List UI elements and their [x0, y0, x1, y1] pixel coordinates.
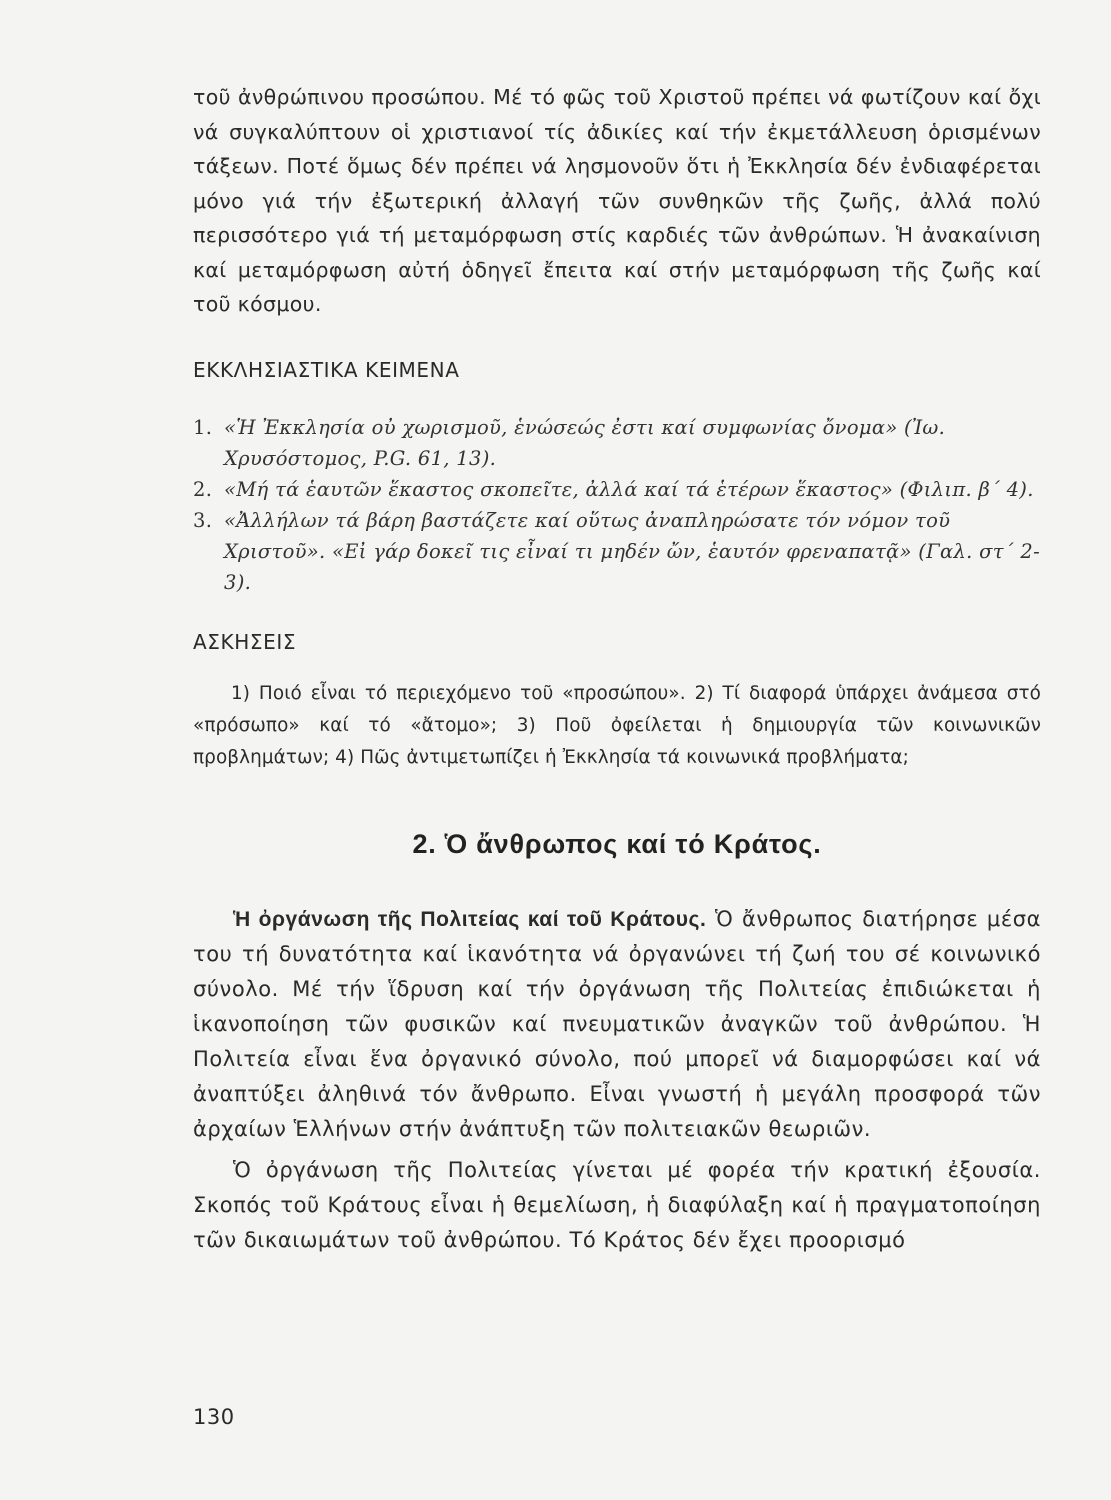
quote-item [193, 412, 1041, 474]
intro-paragraph: τοῦ ἀνθρώπινου προσώπου. Μέ τό φῶς τοῦ Χριστοῦ πρέπει νά φωτίζουν καί ὄχι νά συγκαλύπτουν οἱ χριστιανοί τίς ἀδικίες καί τήν ἐκμετάλλευση ὁρισμένων τάξεων. Ποτέ ὅμως δέν πρέπει νά λησμονοῦν ὅτι ἡ Ἐκκλησία δέν ἐνδιαφέρεται μόνο γιά τήν ἐξωτερική ἀλλαγή τῶν συνθηκῶν τῆς ζωῆς, ἀλλά πολύ περισσότερο γιά τή μεταμόρφωση στίς καρδιές τῶν ἀνθρώπων. Ἡ ἀνακαίνιση καί μεταμόρφωση αὐτή ὁδηγεῖ ἔπειτα καί στήν μεταμόρφωση τῆς ζωῆς καί τοῦ κόσμου. [193, 85, 1041, 316]
page-number: 130 [193, 1405, 235, 1429]
quote-text: «Ἀλλήλων τά βάρη βαστάζετε καί οὕτως ἀναπληρώσατε τόν νόμον τοῦ Χριστοῦ». «Εἰ γάρ δοκεῖ τις εἶναί τι μηδέν ὤν, ἑαυτόν φρεναπατᾷ» (Γαλ. στ΄ 2-3). [224, 508, 1040, 594]
chapter-body [193, 902, 1041, 1258]
chapter-paragraph-1 [193, 902, 1041, 1147]
chapter-title: 2. Ὁ ἄνθρωπος καί τό Κράτος. [412, 828, 822, 859]
quote-number: 2. [193, 477, 213, 501]
quote-item [193, 505, 1041, 598]
run-in-heading: Ἡ ὀργάνωση τῆς Πολιτείας καί τοῦ Κράτους. [233, 907, 707, 931]
chapter-paragraph-1-text: Ὁ ἄνθρωπος διατήρησε μέσα του τή δυνατότητα καί ἱκανότητα νά ὀργανώνει τή ζωή του σέ κοινωνικό σύνολο. Μέ τήν ἵδρυση καί τήν ὀργάνωση τῆς Πολιτείας ἐπιδιώκεται ἡ ἱκανοποίηση τῶν φυσικῶν καί πνευματικῶν ἀναγκῶν τοῦ ἀνθρώπου. Ἡ Πολιτεία εἶναι ἕνα ὀργανικό σύνολο, πού μπορεῖ νά διαμορφώσει καί νά ἀναπτύξει ἀληθινά τόν ἄνθρωπο. Εἶναι γνωστή ἡ μεγάλη προσφορά τῶν ἀρχαίων Ἑλλήνων στήν ἀνάπτυξη τῶν πολιτειακῶν θεωριῶν. [193, 906, 1041, 1141]
chapter-paragraph-2: Ὁ ὀργάνωση τῆς Πολιτείας γίνεται μέ φορέα τήν κρατική ἐξουσία. Σκοπός τοῦ Κράτους εἶναι ἡ θεμελίωση, ἡ διαφύλαξη καί ἡ πραγματοποίηση τῶν δικαιωμάτων τοῦ ἀνθρώπου. Τό Κράτος δέν ἔχει προορισμό [193, 1157, 1041, 1252]
text-column [193, 80, 1041, 1258]
texts-section-heading: ΕΚΚΛΗΣΙΑΣΤΙΚΑ ΚΕΙΜΕΝΑ [193, 357, 460, 382]
exercises-text: 1) Ποιό εἶναι τό περιεχόμενο τοῦ «προσώπου». 2) Τί διαφορά ὑπάρχει ἀνάμεσα στό «πρόσωπο» καί τό «ἄτομο»; 3) Ποῦ ὀφείλεται ἡ δημιουργία τῶν κοινωνικῶν προβλημάτων; 4) Πῶς ἀντιμετωπίζει ἡ Ἐκκλησία τά κοινωνικά προβλήματα; [193, 682, 1041, 768]
quote-item [193, 474, 1041, 505]
quotes-list [193, 412, 1041, 598]
exercises-section-heading: ΑΣΚΗΣΕΙΣ [193, 629, 297, 654]
intro-paragraph-block [193, 80, 1041, 322]
quote-number: 3. [193, 508, 213, 532]
quote-text: «Ἡ Ἐκκλησία οὐ χωρισμοῦ, ἑνώσεώς ἐστι καί συμφωνίας ὄνομα» (Ἰω. Χρυσόστομος, P.G. 61, 13). [224, 415, 946, 470]
quote-number: 1. [193, 415, 213, 439]
quote-text: «Μή τά ἑαυτῶν ἕκαστος σκοπεῖτε, ἀλλά καί τά ἑτέρων ἕκαστος» (Φιλιπ. β΄ 4). [224, 477, 1034, 501]
